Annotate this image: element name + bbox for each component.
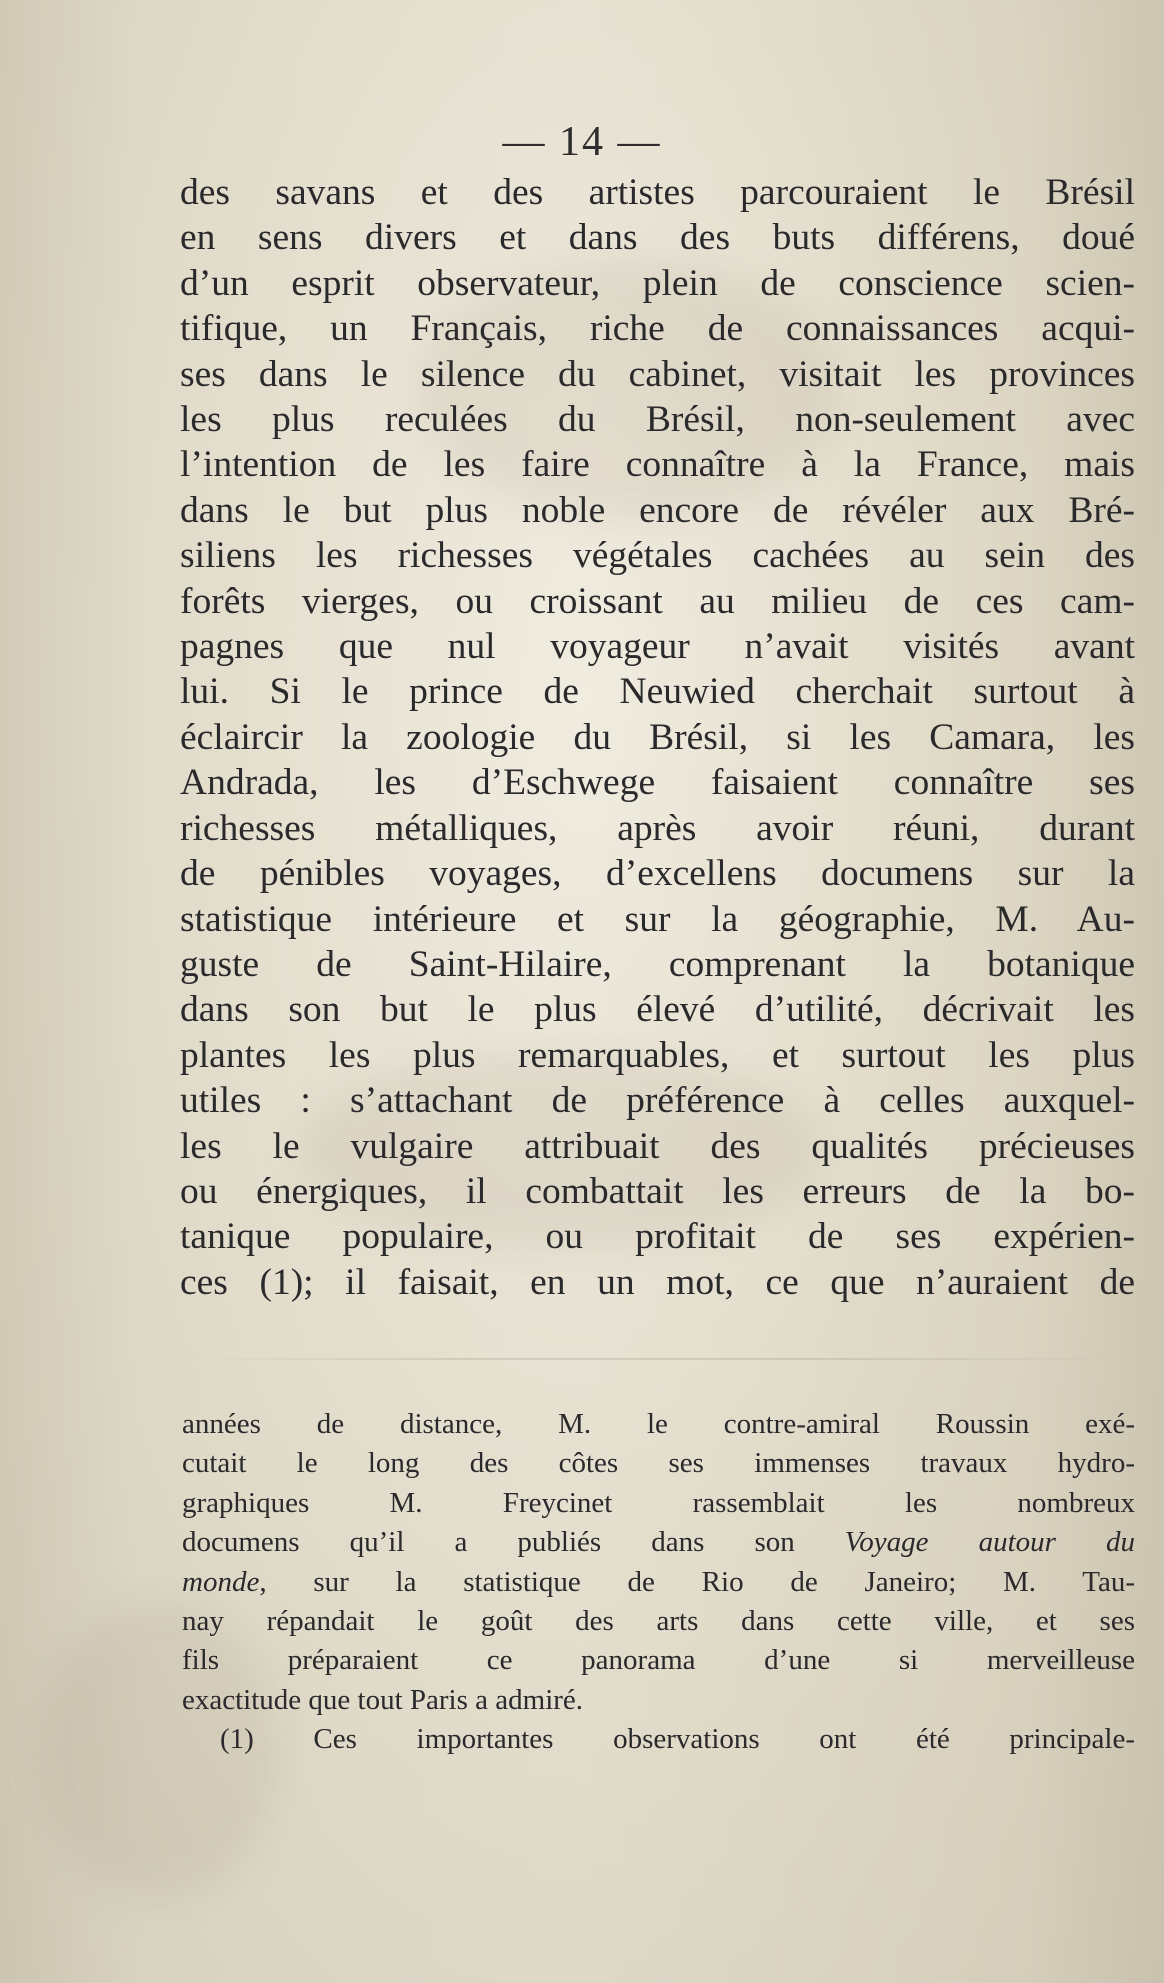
footnote-line: années de distance, M. le contre-amiral Roussin exé-: [182, 1408, 1135, 1440]
text-line: lui. Si le prince de Neuwied cherchait surtout à: [180, 671, 1135, 713]
footnote-text: documens qu’il a publiés dans son: [182, 1526, 795, 1559]
text-line: pagnes que nul voyageur n’avait visités avant: [180, 626, 1135, 668]
text-line: les plus reculées du Brésil, non-seulement avec: [180, 399, 1135, 441]
text-line: guste de Saint-Hilaire, comprenant la botanique: [180, 943, 1135, 985]
text-line: statistique intérieure et sur la géographie, M. Au-: [180, 898, 1135, 940]
footnote-line: [182, 1563, 1135, 1602]
text-line: d’un esprit observateur, plein de conscience scien-: [180, 262, 1135, 304]
main-text: [180, 170, 1135, 1305]
footnote-line: cutait le long des côtes ses immenses travaux hydro-: [182, 1447, 1135, 1480]
text-line: l’intention de les faire connaître à la France, mais: [180, 444, 1135, 486]
book-title: Voyage autour du: [844, 1526, 1135, 1559]
footnote-line: [182, 1523, 1135, 1562]
footnote-line: graphiques M. Freycinet rassemblait les nombreux: [182, 1486, 1135, 1519]
footnote-line: exactitude que tout Paris a admiré.: [182, 1683, 584, 1716]
text-line: tanique populaire, ou profitait de ses expérien-: [180, 1216, 1135, 1258]
footnote-line: (1) Ces importantes observations ont été principale-: [220, 1723, 1135, 1756]
text-line: en sens divers et dans des buts différens, doué: [180, 217, 1135, 259]
footnote-line: fils préparaient ce panorama d’une si merveilleuse: [182, 1644, 1135, 1677]
book-title-end: monde: [182, 1565, 260, 1598]
text-line: tifique, un Français, riche de connaissances acqui-: [180, 308, 1135, 350]
text-line: utiles : s’attachant de préférence à celles auxquel-: [180, 1080, 1135, 1122]
text-line: dans son but le plus élevé d’utilité, décrivait les: [180, 989, 1135, 1031]
text-line: richesses métalliques, après avoir réuni, durant: [180, 807, 1135, 849]
text-line: siliens les richesses végétales cachées au sein des: [180, 535, 1135, 577]
text-line: des savans et des artistes parcouraient le Brésil: [180, 172, 1135, 213]
text-line: ses dans le silence du cabinet, visitait les provinces: [180, 353, 1135, 395]
page-number: — 14 —: [502, 119, 662, 165]
footnotes: [182, 1405, 1135, 1760]
text-line: ces (1); il faisait, en un mot, ce que n’auraient de: [180, 1261, 1135, 1303]
footnote-text: , sur la statistique de Rio de Janeiro; M. Tau-: [259, 1565, 1135, 1598]
footnote-separator: [186, 1358, 1126, 1360]
text-line: de pénibles voyages, d’excellens documens sur la: [180, 853, 1135, 895]
text-line: forêts vierges, ou croissant au milieu de ces cam-: [180, 580, 1135, 622]
text-line: les le vulgaire attribuait des qualités précieuses: [180, 1125, 1135, 1167]
text-line: dans le but plus noble encore de révéler aux Bré-: [180, 489, 1135, 531]
footnote-line: nay répandait le goût des arts dans cette ville, et ses: [182, 1605, 1135, 1638]
text-line: ou énergiques, il combattait les erreurs de la bo-: [180, 1170, 1135, 1212]
text-line: Andrada, les d’Eschwege faisaient connaître ses: [180, 762, 1135, 804]
text-line: plantes les plus remarquables, et surtout les plus: [180, 1034, 1135, 1076]
text-line: éclaircir la zoologie du Brésil, si les Camara, les: [180, 716, 1135, 758]
